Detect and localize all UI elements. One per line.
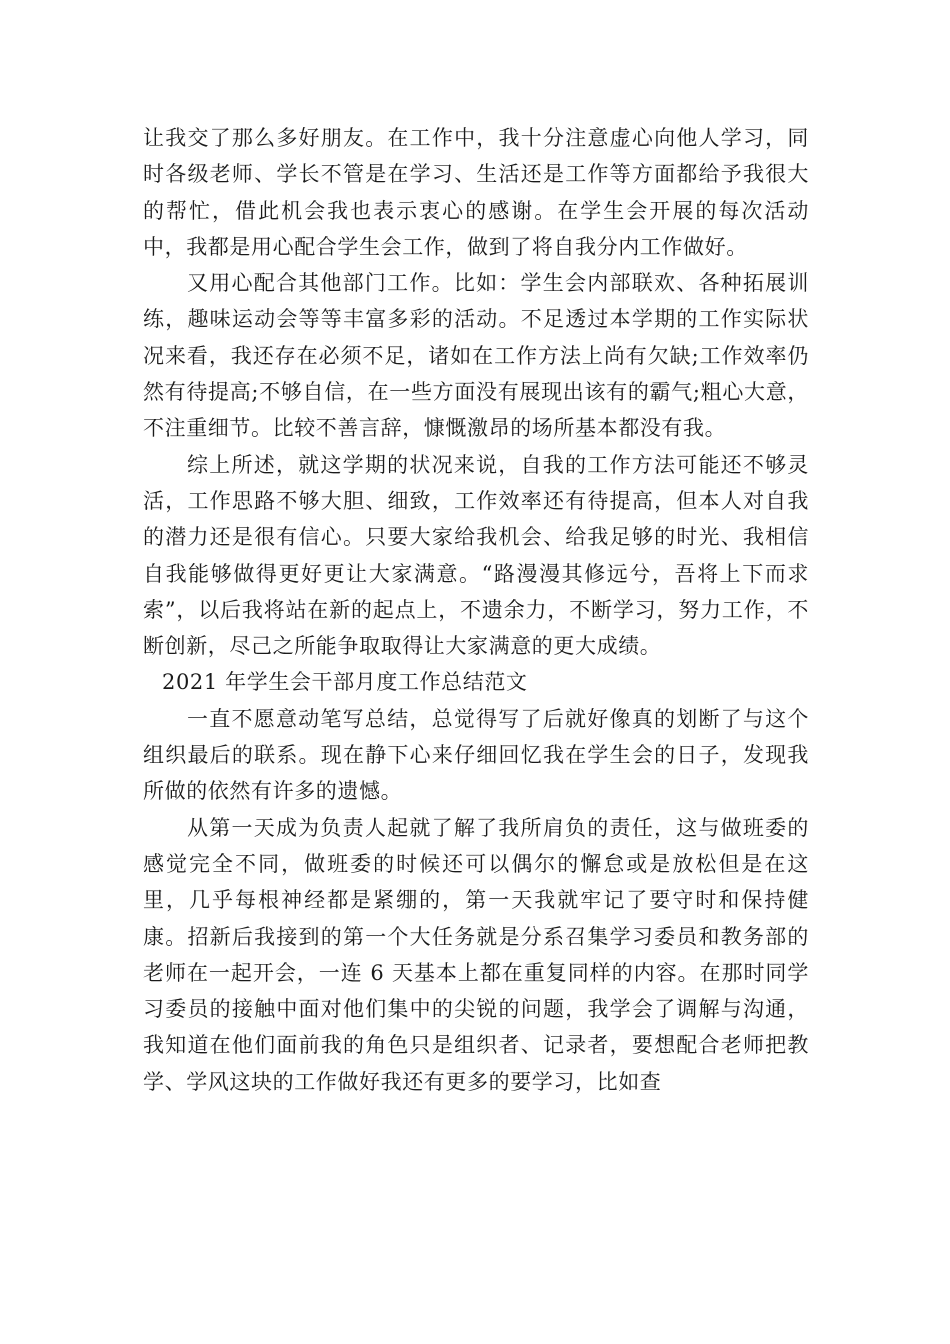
- paragraph: 综上所述，就这学期的状况来说，自我的工作方法可能还不够灵活，工作思路不够大胆、细致，工作效率还有待提高，但本人对自我的潜力还是很有信心。只要大家给我机会、给我足够的时光、我相信自我能够做得更好更让大家满意。“路漫漫其修远兮，吾将上下而求索”，以后我将站在新的起点上，不遗余力，不断学习，努力工作，不断创新，尽己之所能争取取得让大家满意的更大成绩。: [143, 452, 809, 659]
- paragraph: 一直不愿意动笔写总结，总觉得写了后就好像真的划断了与这个组织最后的联系。现在静下心来仔细回忆我在学生会的日子，发现我所做的依然有许多的遗憾。: [143, 706, 809, 804]
- paragraph: 从第一天成为负责人起就了解了我所肩负的责任，这与做班委的感觉完全不同，做班委的时候还可以偶尔的懈怠或是放松但是在这里，几乎每根神经都是紧绷的，第一天我就牢记了要守时和保持健康。招新后我接到的第一个大任务就是分系召集学习委员和教务部的老师在一起开会，一连 6 天基本上都在重复同样的内容。在那时同学习委员的接触中面对他们集中的尖锐的问题，我学会了调解与沟通，我知道在他们面前我的角色只是组织者、记录者，要想配合老师把教学、学风这块的工作做好我还有更多的要学习，比如查: [143, 815, 809, 1094]
- paragraph-continued: 让我交了那么多好朋友。在工作中，我十分注意虚心向他人学习，同时各级老师、学长不管是在学习、生活还是工作等方面都给予我很大的帮忙，借此机会我也表示衷心的感谢。在学生会开展的每次活动中，我都是用心配合学生会工作，做到了将自我分内工作做好。: [143, 126, 809, 259]
- paragraph: 又用心配合其他部门工作。比如：学生会内部联欢、各种拓展训练，趣味运动会等等丰富多彩的活动。不足透过本学期的工作实际状况来看，我还存在必须不足，诸如在工作方法上尚有欠缺;工作效率仍然有待提高;不够自信，在一些方面没有展现出该有的霸气;粗心大意，不注重细节。比较不善言辞，慷慨激昂的场所基本都没有我。: [143, 271, 809, 441]
- document-body: [143, 120, 809, 1100]
- section-title: 2021 年学生会干部月度工作总结范文: [162, 670, 528, 695]
